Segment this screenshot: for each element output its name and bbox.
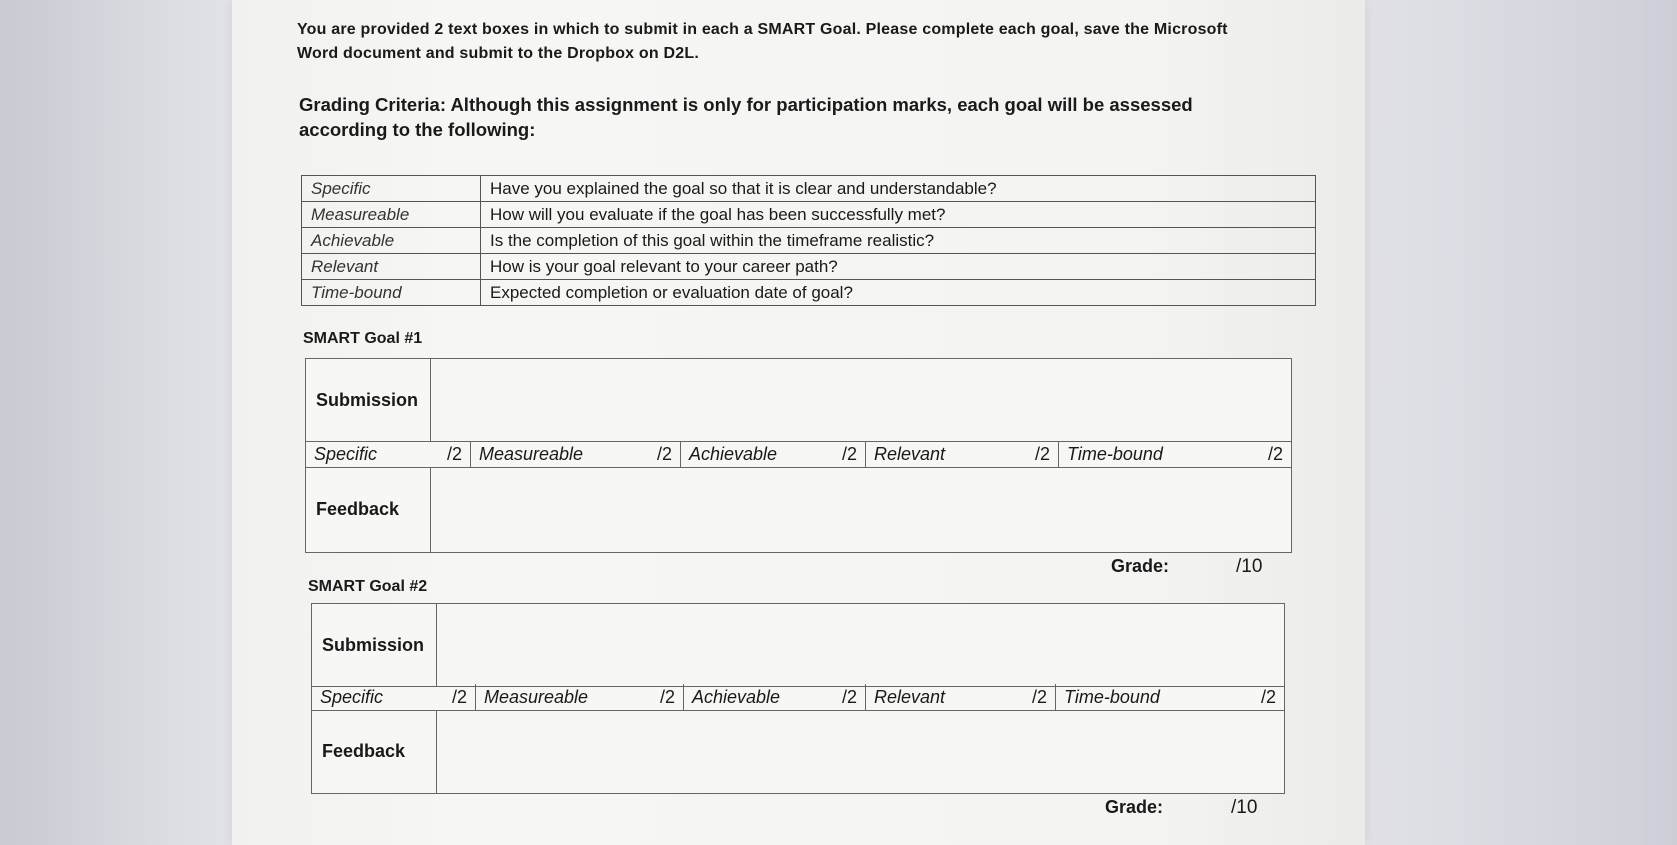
criteria-question: How is your goal relevant to your career path? bbox=[481, 254, 1316, 280]
goal-1-feedback-field[interactable] bbox=[431, 467, 1291, 552]
goal-2-form bbox=[311, 603, 1285, 794]
score-mark: /2 bbox=[1260, 686, 1276, 707]
grade-total: /10 bbox=[1231, 797, 1258, 818]
score-label: Specific bbox=[314, 443, 378, 464]
criteria-question: Have you explained the goal so that it is clear and understandable? bbox=[481, 176, 1316, 202]
goal-2-grade bbox=[1105, 797, 1258, 818]
criteria-question: Expected completion or evaluation date of goal? bbox=[481, 280, 1316, 306]
score-cell-specific[interactable] bbox=[306, 441, 471, 467]
score-mark: /2 bbox=[1034, 443, 1050, 464]
score-label: Time-bound bbox=[1064, 686, 1160, 707]
criteria-row bbox=[302, 254, 1316, 280]
goal-1-feedback-row bbox=[306, 467, 1291, 552]
feedback-label: Feedback bbox=[312, 710, 437, 793]
criteria-row bbox=[302, 176, 1316, 202]
grade-total: /10 bbox=[1236, 556, 1263, 577]
score-label: Relevant bbox=[874, 686, 946, 707]
criteria-row bbox=[302, 202, 1316, 228]
criteria-term: Measureable bbox=[302, 202, 481, 228]
score-cell-time-bound[interactable] bbox=[1059, 441, 1291, 467]
goal-1-criteria-row bbox=[306, 441, 1291, 468]
score-mark: /2 bbox=[451, 686, 467, 707]
score-cell-relevant[interactable] bbox=[866, 684, 1056, 710]
score-label: Time-bound bbox=[1067, 443, 1163, 464]
goal-2-title: SMART Goal #2 bbox=[308, 578, 428, 595]
score-mark: /2 bbox=[841, 686, 857, 707]
criteria-term: Achievable bbox=[302, 228, 481, 254]
goal-2-feedback-row bbox=[312, 710, 1284, 793]
score-cell-time-bound[interactable] bbox=[1056, 684, 1284, 710]
score-cell-measureable[interactable] bbox=[471, 441, 681, 467]
criteria-term: Specific bbox=[302, 176, 481, 202]
score-label: Measureable bbox=[484, 686, 589, 707]
submission-label: Submission bbox=[306, 359, 431, 441]
score-cell-measureable[interactable] bbox=[476, 684, 684, 710]
goal-2-criteria-row bbox=[312, 684, 1284, 711]
feedback-label: Feedback bbox=[306, 467, 431, 552]
score-label: Relevant bbox=[874, 443, 946, 464]
grade-label: Grade: bbox=[1105, 797, 1164, 817]
goal-1-title: SMART Goal #1 bbox=[303, 330, 423, 347]
score-label: Specific bbox=[320, 686, 384, 707]
score-label: Achievable bbox=[689, 443, 778, 464]
score-mark: /2 bbox=[656, 443, 672, 464]
grading-criteria-heading: Grading Criteria: Although this assignment is only for participation marks, each goal will be assessed according to the following: bbox=[299, 94, 1193, 140]
criteria-question: Is the completion of this goal within the timeframe realistic? bbox=[481, 228, 1316, 254]
score-label: Achievable bbox=[692, 686, 781, 707]
score-mark: /2 bbox=[446, 443, 462, 464]
goal-1-grade bbox=[1111, 556, 1263, 577]
criteria-term: Time-bound bbox=[302, 280, 481, 306]
score-mark: /2 bbox=[1267, 443, 1283, 464]
score-cell-relevant[interactable] bbox=[866, 441, 1059, 467]
score-cell-achievable[interactable] bbox=[684, 684, 866, 710]
criteria-question: How will you evaluate if the goal has been successfully met? bbox=[481, 202, 1316, 228]
score-mark: /2 bbox=[659, 686, 675, 707]
criteria-row bbox=[302, 228, 1316, 254]
goal-2-submission-row bbox=[312, 604, 1284, 687]
score-cell-specific[interactable] bbox=[312, 684, 476, 710]
goal-1-submission-field[interactable] bbox=[431, 359, 1291, 441]
goal-2-feedback-field[interactable] bbox=[437, 710, 1284, 793]
goal-1-form bbox=[305, 358, 1292, 553]
criteria-table bbox=[301, 175, 1316, 306]
goal-1-submission-row bbox=[306, 359, 1291, 442]
goal-2-submission-field[interactable] bbox=[437, 604, 1284, 686]
score-label: Measureable bbox=[479, 443, 584, 464]
criteria-row bbox=[302, 280, 1316, 306]
submission-label: Submission bbox=[312, 604, 437, 686]
grade-label: Grade: bbox=[1111, 556, 1170, 576]
score-mark: /2 bbox=[1031, 686, 1047, 707]
criteria-term: Relevant bbox=[302, 254, 481, 280]
intro-text: You are provided 2 text boxes in which to submit in each a SMART Goal. Please complete each goal, save the Microsoft Word document and submit to the Dropbox on D2L. bbox=[297, 21, 1228, 62]
score-cell-achievable[interactable] bbox=[681, 441, 866, 467]
score-mark: /2 bbox=[841, 443, 857, 464]
